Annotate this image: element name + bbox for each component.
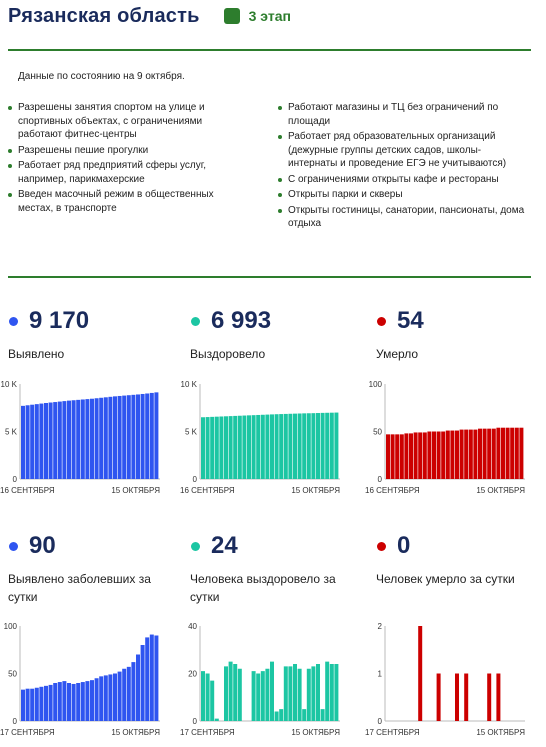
bar bbox=[72, 400, 76, 479]
bar bbox=[265, 415, 269, 479]
x-tick-label: 16 СЕНТЯБРЯ bbox=[0, 486, 55, 495]
bar bbox=[455, 431, 459, 479]
bar bbox=[215, 719, 219, 721]
bar bbox=[85, 399, 89, 479]
rule-item: Работают магазины и ТЦ без ограничений по площади bbox=[278, 101, 528, 128]
bar bbox=[30, 689, 34, 721]
bar bbox=[67, 401, 71, 479]
x-tick-label: 16 СЕНТЯБРЯ bbox=[180, 486, 235, 495]
bar bbox=[446, 431, 450, 479]
x-tick-label: 15 ОКТЯБРЯ bbox=[476, 486, 525, 495]
bar bbox=[210, 681, 214, 721]
bar bbox=[229, 416, 233, 479]
bar bbox=[261, 415, 265, 479]
bar bbox=[455, 674, 459, 722]
y-tick-label: 0 bbox=[192, 717, 197, 726]
y-tick-label: 40 bbox=[188, 622, 197, 631]
bar bbox=[62, 681, 66, 721]
y-tick-label: 10 K bbox=[180, 380, 197, 389]
bar bbox=[90, 680, 94, 721]
bar bbox=[321, 413, 325, 479]
bar bbox=[284, 666, 288, 721]
chart-deaths-cumulative bbox=[365, 378, 530, 500]
bar bbox=[49, 403, 53, 479]
stat-label: Выявлено заболевших за сутки bbox=[8, 572, 151, 604]
bar bbox=[206, 417, 210, 479]
bar bbox=[53, 683, 57, 721]
bar bbox=[131, 662, 135, 721]
bar bbox=[510, 428, 514, 479]
bar bbox=[238, 416, 242, 479]
stat-detected bbox=[8, 307, 178, 363]
bar bbox=[496, 674, 500, 722]
blue-dot-icon bbox=[9, 542, 18, 551]
bar bbox=[122, 669, 126, 721]
stage-label: 3 этап bbox=[248, 8, 291, 24]
bar bbox=[316, 413, 320, 479]
bar bbox=[275, 414, 279, 479]
bar bbox=[265, 669, 269, 721]
y-tick-label: 50 bbox=[8, 669, 17, 679]
rule-item: Открыты гостиницы, санатории, пансионаты, дома отдыха bbox=[278, 204, 528, 231]
bar bbox=[423, 432, 427, 479]
bar bbox=[81, 682, 85, 721]
bar bbox=[487, 674, 491, 722]
stat-number: 6 993 bbox=[211, 307, 272, 334]
x-tick-label: 15 ОКТЯБРЯ bbox=[111, 486, 160, 495]
bar bbox=[256, 415, 260, 479]
bar bbox=[334, 664, 338, 721]
y-tick-label: 2 bbox=[377, 622, 382, 631]
bar bbox=[279, 414, 283, 479]
chart-deaths-daily bbox=[365, 620, 530, 742]
bar bbox=[288, 666, 292, 721]
stat-number: 0 bbox=[397, 532, 411, 559]
bar bbox=[53, 402, 57, 479]
stat-label: Человек умерло за сутки bbox=[376, 572, 515, 586]
x-tick-label: 17 СЕНТЯБРЯ bbox=[365, 728, 420, 737]
bar bbox=[229, 662, 233, 721]
chart-detected-daily bbox=[0, 620, 165, 742]
bar bbox=[118, 396, 122, 479]
chart-recovered-cumulative bbox=[180, 378, 345, 500]
bar bbox=[219, 416, 223, 479]
bar bbox=[108, 674, 112, 721]
y-tick-label: 1 bbox=[377, 669, 382, 679]
stat-number: 9 170 bbox=[29, 307, 90, 334]
bar bbox=[131, 395, 135, 479]
y-tick-label: 0 bbox=[12, 475, 17, 484]
header bbox=[8, 2, 291, 30]
bar bbox=[275, 712, 279, 722]
x-tick-label: 15 ОКТЯБРЯ bbox=[111, 728, 160, 737]
bar bbox=[395, 434, 399, 479]
bar bbox=[256, 674, 260, 722]
bar bbox=[279, 709, 283, 721]
bar bbox=[316, 664, 320, 721]
stat-number: 90 bbox=[29, 532, 56, 559]
top-divider bbox=[8, 49, 531, 51]
rule-item: Разрешены занятия спортом на улице и спортивных объектах, с ограничениями работают фитнес-центры bbox=[8, 101, 248, 142]
bar bbox=[150, 393, 154, 479]
x-tick-label: 15 ОКТЯБРЯ bbox=[476, 728, 525, 737]
bar bbox=[141, 394, 145, 479]
bar bbox=[473, 430, 477, 479]
bar bbox=[478, 429, 482, 479]
bar bbox=[519, 428, 523, 479]
y-tick-label: 5 K bbox=[184, 427, 197, 437]
bar bbox=[81, 399, 85, 479]
bar bbox=[298, 669, 302, 721]
bar bbox=[95, 678, 99, 721]
chart-detected-cumulative bbox=[0, 378, 165, 500]
bar bbox=[298, 413, 302, 479]
bar bbox=[330, 664, 334, 721]
bar bbox=[307, 413, 311, 479]
rules-list-left bbox=[8, 101, 248, 217]
blue-dot-icon bbox=[9, 317, 18, 326]
red-dot-icon bbox=[377, 317, 386, 326]
stat-deaths bbox=[376, 307, 546, 363]
bar bbox=[44, 403, 48, 479]
bar bbox=[252, 671, 256, 721]
chart-recovered-daily bbox=[180, 620, 345, 742]
y-tick-label: 50 bbox=[373, 427, 382, 437]
bar bbox=[492, 429, 496, 479]
bar bbox=[206, 674, 210, 722]
bar bbox=[418, 626, 422, 721]
y-tick-label: 0 bbox=[192, 475, 197, 484]
rule-item: Введен масочный режим в общественных местах, в транспорте bbox=[8, 188, 248, 215]
bar bbox=[441, 432, 445, 480]
bar bbox=[302, 413, 306, 479]
x-tick-label: 15 ОКТЯБРЯ bbox=[291, 728, 340, 737]
bar bbox=[437, 432, 441, 480]
bar bbox=[325, 413, 329, 479]
bar bbox=[127, 395, 131, 479]
bar bbox=[460, 430, 464, 479]
y-tick-label: 100 bbox=[368, 380, 382, 389]
bar bbox=[325, 662, 329, 721]
y-tick-label: 20 bbox=[188, 669, 197, 679]
bar bbox=[150, 635, 154, 721]
bar bbox=[136, 655, 140, 722]
stage-indicator bbox=[224, 8, 291, 24]
bar bbox=[58, 682, 62, 721]
bar bbox=[400, 434, 404, 479]
bar bbox=[26, 405, 30, 479]
bar bbox=[201, 671, 205, 721]
x-tick-label: 17 СЕНТЯБРЯ bbox=[0, 728, 55, 737]
bar bbox=[224, 416, 228, 479]
bar bbox=[391, 434, 395, 479]
y-tick-label: 10 K bbox=[0, 380, 17, 389]
stat-label: Умерло bbox=[376, 347, 419, 361]
bar bbox=[270, 662, 274, 721]
bar bbox=[127, 667, 131, 721]
stat-label: Выявлено bbox=[8, 347, 65, 361]
rule-item: С ограничениями открыты кафе и рестораны bbox=[278, 173, 528, 187]
bar bbox=[288, 414, 292, 479]
bar bbox=[483, 429, 487, 479]
y-tick-label: 0 bbox=[12, 717, 17, 726]
bar bbox=[201, 417, 205, 479]
bar bbox=[247, 415, 251, 479]
rule-item: Работает ряд предприятий сферы услуг, например, парикмахерские bbox=[8, 159, 248, 186]
bar bbox=[409, 433, 413, 479]
y-tick-label: 100 bbox=[3, 622, 17, 631]
bar bbox=[154, 636, 158, 722]
bar bbox=[437, 674, 441, 722]
bar bbox=[469, 430, 473, 479]
bar bbox=[72, 684, 76, 721]
bar bbox=[136, 394, 140, 479]
bar bbox=[302, 709, 306, 721]
bar bbox=[99, 398, 103, 479]
bar bbox=[501, 428, 505, 479]
bar bbox=[284, 414, 288, 479]
bar bbox=[122, 396, 126, 479]
bar bbox=[67, 683, 71, 721]
y-tick-label: 0 bbox=[377, 475, 382, 484]
y-tick-label: 5 K bbox=[4, 427, 17, 437]
bar bbox=[450, 431, 454, 479]
rule-item: Разрешены пешие прогулки bbox=[8, 144, 248, 158]
bar bbox=[145, 394, 149, 480]
bar bbox=[90, 399, 94, 479]
bar bbox=[307, 669, 311, 721]
bar bbox=[293, 664, 297, 721]
bar bbox=[464, 430, 468, 479]
bar bbox=[104, 675, 108, 721]
bar bbox=[252, 415, 256, 479]
stat-label: Выздоровело bbox=[190, 347, 266, 361]
bar bbox=[386, 434, 390, 479]
bar bbox=[215, 417, 219, 479]
bar bbox=[30, 405, 34, 479]
bar bbox=[418, 432, 422, 479]
red-dot-icon bbox=[377, 542, 386, 551]
bar bbox=[108, 397, 112, 479]
bar bbox=[21, 690, 25, 721]
rule-item: Открыты парки и скверы bbox=[278, 188, 528, 202]
bar bbox=[224, 666, 228, 721]
bar bbox=[404, 433, 408, 479]
bar bbox=[62, 401, 66, 479]
bar bbox=[210, 417, 214, 479]
bar bbox=[49, 685, 53, 721]
bar bbox=[95, 398, 99, 479]
bar bbox=[487, 429, 491, 479]
bar bbox=[26, 689, 30, 721]
bar bbox=[311, 666, 315, 721]
bar bbox=[113, 674, 117, 722]
bar bbox=[270, 414, 274, 479]
rules-list-right bbox=[278, 101, 528, 233]
bar bbox=[39, 687, 43, 721]
stat-recovered bbox=[190, 307, 360, 363]
bar bbox=[496, 428, 500, 479]
y-tick-label: 0 bbox=[377, 717, 382, 726]
x-tick-label: 17 СЕНТЯБРЯ bbox=[180, 728, 235, 737]
stage-square-icon bbox=[224, 8, 240, 24]
bar bbox=[506, 428, 510, 479]
stat-recovered-daily bbox=[190, 532, 360, 606]
stat-number: 54 bbox=[397, 307, 424, 334]
bar bbox=[233, 416, 237, 479]
bar bbox=[233, 664, 237, 721]
bar bbox=[334, 413, 338, 479]
bar bbox=[330, 413, 334, 479]
bar bbox=[35, 688, 39, 721]
bar bbox=[39, 404, 43, 479]
teal-dot-icon bbox=[191, 317, 200, 326]
bar bbox=[21, 406, 25, 479]
stat-deaths-daily bbox=[376, 532, 546, 588]
bar bbox=[118, 672, 122, 721]
x-tick-label: 16 СЕНТЯБРЯ bbox=[365, 486, 420, 495]
middle-divider bbox=[8, 276, 531, 278]
bar bbox=[238, 669, 242, 721]
bar bbox=[464, 674, 468, 722]
bar bbox=[427, 432, 431, 480]
bar bbox=[76, 683, 80, 721]
rule-item: Работает ряд образовательных организаций (дежурные группы детских садов, школы-интернаты и проведение ЕГЭ не учитываются) bbox=[278, 130, 528, 171]
stat-number: 24 bbox=[211, 532, 238, 559]
bar bbox=[321, 709, 325, 721]
bar bbox=[104, 397, 108, 479]
bar bbox=[35, 404, 39, 479]
info-date-note: Данные по состоянию на 9 октября. bbox=[18, 71, 185, 82]
bar bbox=[293, 414, 297, 479]
bar bbox=[311, 413, 315, 479]
bar bbox=[414, 432, 418, 479]
bar bbox=[113, 396, 117, 479]
bar bbox=[242, 416, 246, 479]
region-title: Рязанская область bbox=[8, 4, 200, 27]
bar bbox=[76, 400, 80, 479]
bar bbox=[432, 432, 436, 480]
bar bbox=[58, 402, 62, 479]
bar bbox=[44, 686, 48, 721]
teal-dot-icon bbox=[191, 542, 200, 551]
bar bbox=[154, 392, 158, 479]
stat-label: Человека выздоровело за сутки bbox=[190, 572, 336, 604]
stat-detected-daily bbox=[8, 532, 178, 606]
bar bbox=[99, 676, 103, 721]
bar bbox=[141, 645, 145, 721]
bar bbox=[515, 428, 519, 479]
bar bbox=[145, 637, 149, 721]
bar bbox=[85, 681, 89, 721]
bar bbox=[261, 671, 265, 721]
x-tick-label: 15 ОКТЯБРЯ bbox=[291, 486, 340, 495]
